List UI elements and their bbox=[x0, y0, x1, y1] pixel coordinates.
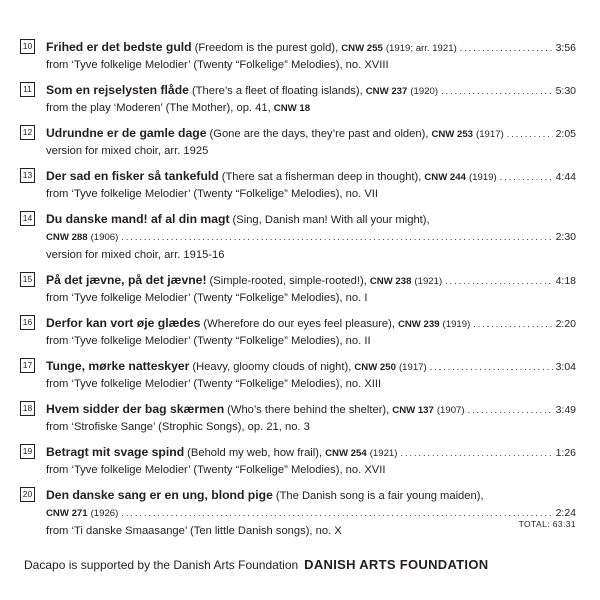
track-entry bbox=[0, 443, 600, 479]
track-note bbox=[46, 375, 576, 393]
track-duration: 2:20 bbox=[555, 318, 576, 330]
track-entry bbox=[0, 38, 600, 74]
track-title: Der sad en fisker så tankefuld bbox=[46, 169, 219, 183]
track-duration: 2:30 bbox=[555, 231, 576, 243]
track-number: 17 bbox=[20, 358, 35, 373]
track-cnw: CNW 271 bbox=[46, 508, 88, 519]
track-translation: (Freedom is the purest gold), bbox=[194, 42, 339, 54]
track-note-text: from ‘Strofiske Sange’ (Strophic Songs), op. 21, no. 3 bbox=[46, 421, 310, 433]
leader-dots bbox=[445, 272, 552, 290]
track-note bbox=[46, 418, 576, 436]
track-cnw: CNW 254 bbox=[325, 448, 367, 459]
track-cnw: CNW 239 bbox=[397, 319, 440, 330]
track-duration: 2:24 bbox=[555, 507, 576, 519]
leader-dots bbox=[468, 401, 553, 419]
track-year: (1917) bbox=[476, 129, 504, 140]
track-cnw: CNW 253 bbox=[431, 129, 474, 140]
track-duration: 2:05 bbox=[555, 128, 576, 140]
track-cnw: CNW 288 bbox=[46, 232, 88, 243]
track-note-text: from ‘Tyve folkelige Melodier’ (Twenty “Folkelige” Melodies), no. I bbox=[46, 292, 368, 304]
track-year: (1921) bbox=[414, 276, 443, 287]
track-note-text: version for mixed choir, arr. 1925 bbox=[46, 145, 209, 157]
track-note bbox=[46, 142, 576, 160]
track-duration: 4:18 bbox=[555, 275, 576, 287]
track-translation: (Gone are the days, they’re past and olden), bbox=[209, 128, 429, 140]
track-note-text: from ‘Ti danske Smaasange’ (Ten little Danish songs), no. X bbox=[46, 525, 342, 537]
track-number: 15 bbox=[20, 272, 35, 287]
track-note-text: from ‘Tyve folkelige Melodier’ (Twenty “Folkelige” Melodies), no. VII bbox=[46, 188, 379, 200]
track-note-text: from the play ‘Moderen’ (The Mother), op. 41, bbox=[46, 102, 271, 114]
leader-dots bbox=[400, 444, 552, 462]
track-title: Hvem sidder der bag skærmen bbox=[46, 402, 225, 416]
track-note bbox=[46, 332, 576, 350]
track-cnw: CNW 250 bbox=[354, 362, 396, 373]
track-translation: (The Danish song is a fair young maiden), bbox=[275, 490, 484, 502]
leader-dots bbox=[441, 82, 552, 100]
track-note bbox=[46, 246, 576, 264]
track-entry bbox=[0, 124, 600, 160]
track-note-text: from ‘Tyve folkelige Melodier’ (Twenty “Folkelige” Melodies), no. II bbox=[46, 335, 371, 347]
track-title: Derfor kan vort øje glædes bbox=[46, 316, 201, 330]
track-title-line bbox=[46, 38, 576, 56]
track-title-line bbox=[46, 486, 576, 504]
track-title-line bbox=[46, 81, 576, 99]
track-number: 18 bbox=[20, 401, 35, 416]
leader-dots bbox=[473, 315, 552, 333]
track-cnw: CNW 244 bbox=[424, 172, 466, 183]
track-year: (1917) bbox=[398, 362, 427, 373]
track-note-text: from ‘Tyve folkelige Melodier’ (Twenty “Folkelige” Melodies), no. XVIII bbox=[46, 59, 389, 71]
track-cnw: CNW 237 bbox=[365, 86, 408, 97]
track-number: 19 bbox=[20, 444, 35, 459]
track-duration: 3:04 bbox=[555, 361, 576, 373]
track-cnw: CNW 137 bbox=[392, 405, 434, 416]
track-title-line bbox=[46, 124, 576, 142]
track-translation: (Heavy, gloomy clouds of night), bbox=[192, 361, 352, 373]
track-duration: 5:30 bbox=[555, 85, 576, 97]
track-cnw: CNW 238 bbox=[369, 276, 412, 287]
track-entry bbox=[0, 81, 600, 117]
track-note bbox=[46, 56, 576, 74]
track-entry bbox=[0, 271, 600, 307]
track-title: Som en rejselysten flåde bbox=[46, 83, 189, 97]
track-number: 10 bbox=[20, 39, 35, 54]
track-note-cnw: CNW 18 bbox=[273, 103, 311, 114]
track-translation: (Wherefore do our eyes feel pleasure), bbox=[203, 318, 395, 330]
total-duration: TOTAL: 63:31 bbox=[518, 519, 576, 529]
track-note bbox=[46, 99, 576, 117]
track-year: (1919) bbox=[468, 172, 497, 183]
track-title: På det jævne, på det jævne! bbox=[46, 273, 207, 287]
leader-dots bbox=[507, 125, 553, 143]
leader-dots bbox=[121, 504, 552, 522]
track-title: Du danske mand! af al din magt bbox=[46, 212, 230, 226]
leader-dots bbox=[500, 168, 553, 186]
leader-dots bbox=[121, 228, 552, 246]
track-translation: (Sing, Danish man! With all your might), bbox=[232, 214, 430, 226]
track-entry bbox=[0, 314, 600, 350]
track-number: 16 bbox=[20, 315, 35, 330]
leader-dots bbox=[430, 358, 553, 376]
track-title: Tunge, mørke natteskyer bbox=[46, 359, 190, 373]
track-entry bbox=[0, 210, 600, 264]
track-number: 12 bbox=[20, 125, 35, 140]
track-cnw: CNW 255 bbox=[341, 43, 383, 54]
track-catalog-line bbox=[46, 504, 576, 522]
track-title-line bbox=[46, 443, 576, 461]
support-text: Dacapo is supported by the Danish Arts Foundation bbox=[24, 558, 299, 572]
track-title-line bbox=[46, 271, 576, 289]
track-note-text: version for mixed choir, arr. 1915-16 bbox=[46, 249, 225, 261]
track-translation: (There’s a fleet of floating islands), bbox=[191, 85, 363, 97]
track-translation: (Behold my web, how frail), bbox=[187, 447, 323, 459]
track-year: (1926) bbox=[90, 508, 119, 519]
track-year: (1919; arr. 1921) bbox=[385, 43, 457, 54]
track-translation: (Who’s there behind the shelter), bbox=[227, 404, 390, 416]
track-title: Betragt mit svage spind bbox=[46, 445, 185, 459]
track-note bbox=[46, 289, 576, 307]
track-translation: (Simple-rooted, simple-rooted!), bbox=[209, 275, 367, 287]
track-duration: 3:56 bbox=[555, 42, 576, 54]
track-number: 20 bbox=[20, 487, 35, 502]
leader-dots bbox=[460, 39, 553, 57]
track-duration: 4:44 bbox=[555, 171, 576, 183]
track-title-line bbox=[46, 357, 576, 375]
track-title: Udrundne er de gamle dage bbox=[46, 126, 207, 140]
track-year: (1921) bbox=[369, 448, 398, 459]
track-duration: 3:49 bbox=[555, 404, 576, 416]
track-year: (1919) bbox=[442, 319, 471, 330]
danish-arts-foundation-logo: DANISH ARTS FOUNDATION bbox=[304, 557, 489, 572]
track-number: 13 bbox=[20, 168, 35, 183]
track-catalog-line bbox=[46, 228, 576, 246]
track-entry bbox=[0, 400, 600, 436]
track-duration: 1:26 bbox=[555, 447, 576, 459]
track-title: Den danske sang er en ung, blond pige bbox=[46, 488, 273, 502]
support-line bbox=[24, 557, 488, 572]
track-entry bbox=[0, 357, 600, 393]
track-note bbox=[46, 185, 576, 203]
track-note bbox=[46, 461, 576, 479]
track-note bbox=[46, 522, 576, 540]
track-entry bbox=[0, 167, 600, 203]
track-title-line bbox=[46, 400, 576, 418]
track-translation: (There sat a fisherman deep in thought), bbox=[221, 171, 422, 183]
track-note-text: from ‘Tyve folkelige Melodier’ (Twenty “Folkelige” Melodies), no. XVII bbox=[46, 464, 386, 476]
track-note-text: from ‘Tyve folkelige Melodier’ (Twenty “Folkelige” Melodies), no. XIII bbox=[46, 378, 382, 390]
track-title: Frihed er det bedste guld bbox=[46, 40, 192, 54]
track-title-line bbox=[46, 167, 576, 185]
track-year: (1920) bbox=[410, 86, 439, 97]
track-year: (1907) bbox=[436, 405, 465, 416]
track-list bbox=[0, 38, 600, 547]
track-number: 14 bbox=[20, 211, 35, 226]
track-title-line bbox=[46, 314, 576, 332]
track-number: 11 bbox=[20, 82, 35, 97]
track-title-line bbox=[46, 210, 576, 228]
track-entry bbox=[0, 486, 600, 540]
track-year: (1906) bbox=[90, 232, 119, 243]
